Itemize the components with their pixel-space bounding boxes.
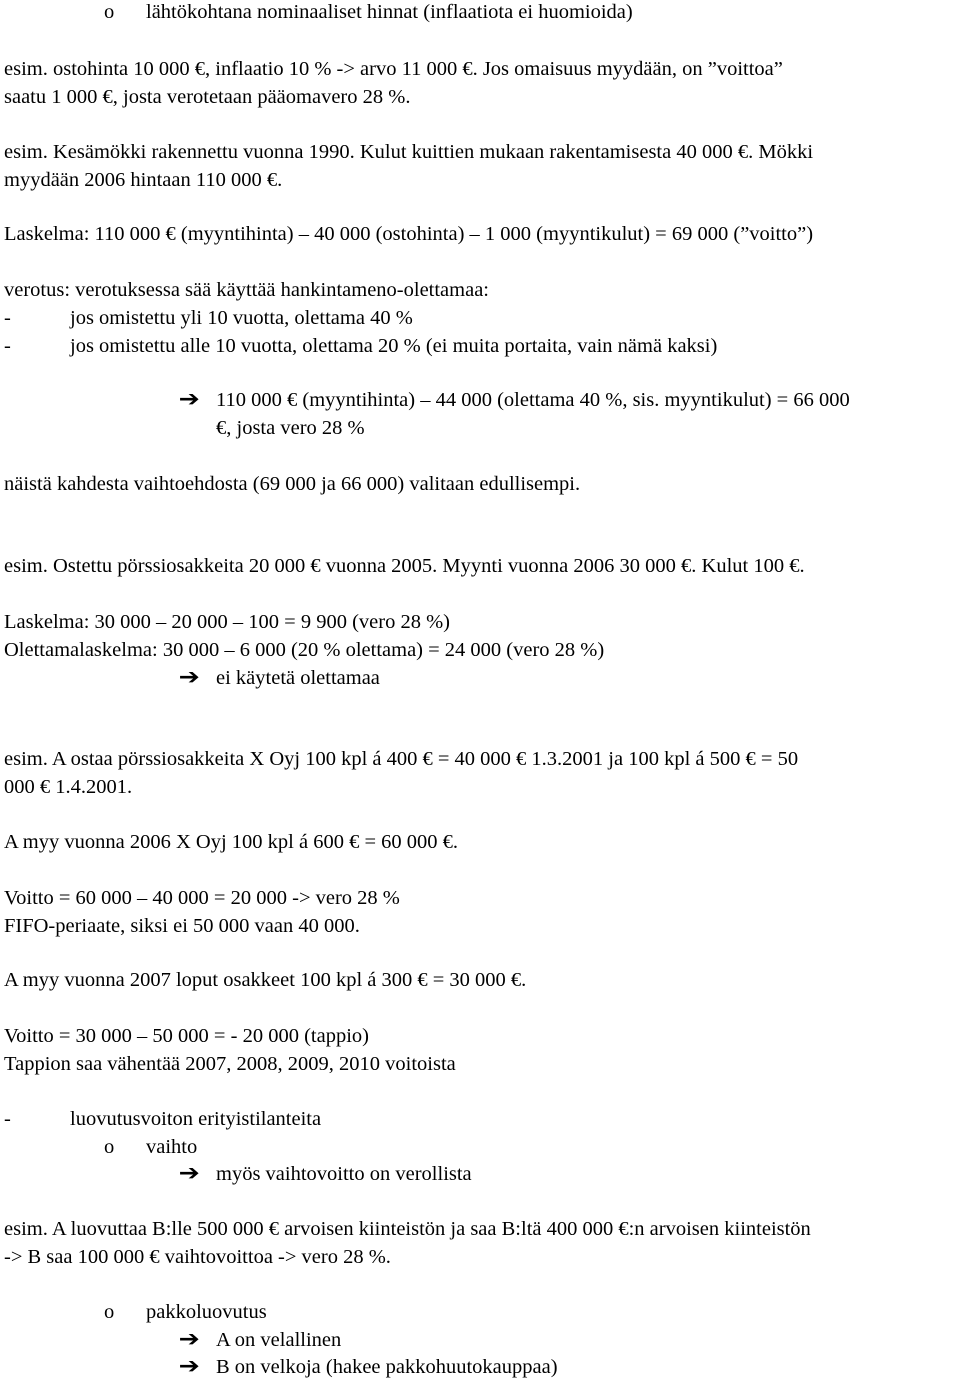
text-line: esim. ostohinta 10 000 €, inflaatio 10 % -> arvo 11 000 €. Jos omaisuus myydään, on ”voittoa” — [4, 58, 783, 80]
text-line: Laskelma: 110 000 € (myyntihinta) – 40 000 (ostohinta) – 1 000 (myyntikulut) = 69 000 (”voitto”) — [4, 223, 814, 245]
dash-bullet: - — [4, 307, 11, 329]
text-line: näistä kahdesta vaihtoehdosta (69 000 ja 66 000) valitaan edullisempi. — [4, 473, 581, 495]
arrow-icon: ➔ — [178, 387, 200, 412]
text-line: A on velallinen — [216, 1329, 342, 1351]
text-line: B on velkoja (hakee pakkohuutokauppaa) — [216, 1356, 558, 1378]
text-line: jos omistettu yli 10 vuotta, olettama 40 % — [70, 307, 413, 329]
text-line: jos omistettu alle 10 vuotta, olettama 20 % (ei muita portaita, vain nämä kaksi) — [70, 335, 718, 357]
text-line: 000 € 1.4.2001. — [4, 776, 133, 798]
text-line: pakkoluovutus — [146, 1301, 267, 1323]
text-line: Voitto = 30 000 – 50 000 = - 20 000 (tappio) — [4, 1025, 369, 1047]
text-line: Olettamalaskelma: 30 000 – 6 000 (20 % olettama) = 24 000 (vero 28 %) — [4, 639, 605, 661]
text-line: Tappion saa vähentää 2007, 2008, 2009, 2010 voitoista — [4, 1053, 456, 1075]
arrow-icon: ➔ — [178, 1354, 200, 1379]
bullet-o: o — [104, 1, 115, 23]
arrow-icon: ➔ — [178, 1327, 200, 1352]
text-line: Voitto = 60 000 – 40 000 = 20 000 -> vero 28 % — [4, 887, 400, 909]
text-line: myydään 2006 hintaan 110 000 €. — [4, 169, 283, 191]
text-line: esim. Kesämökki rakennettu vuonna 1990. Kulut kuittien mukaan rakentamisesta 40 000 €. Mökki — [4, 141, 814, 163]
text-line: esim. Ostettu pörssiosakkeita 20 000 € vuonna 2005. Myynti vuonna 2006 30 000 €. Kulut 100 €. — [4, 555, 805, 577]
arrow-icon: ➔ — [178, 665, 200, 690]
text-line: luovutusvoiton erityistilanteita — [70, 1108, 322, 1130]
text-line: vaihto — [146, 1136, 198, 1158]
dash-bullet: - — [4, 335, 11, 357]
bullet-o: o — [104, 1136, 115, 1158]
text-line: ei käytetä olettamaa — [216, 667, 380, 689]
text-line: FIFO-periaate, siksi ei 50 000 vaan 40 000. — [4, 915, 360, 937]
text-line: A myy vuonna 2007 loput osakkeet 100 kpl á 300 € = 30 000 €. — [4, 969, 527, 991]
dash-bullet: - — [4, 1108, 11, 1130]
text-line: A myy vuonna 2006 X Oyj 100 kpl á 600 € = 60 000 €. — [4, 831, 459, 853]
bullet-o: o — [104, 1301, 115, 1323]
text-line: -> B saa 100 000 € vaihtovoittoa -> vero 28 %. — [4, 1246, 391, 1268]
text-line: Laskelma: 30 000 – 20 000 – 100 = 9 900 (vero 28 %) — [4, 611, 450, 633]
arrow-icon: ➔ — [178, 1161, 200, 1186]
text-line: esim. A ostaa pörssiosakkeita X Oyj 100 kpl á 400 € = 40 000 € 1.3.2001 ja 100 kpl á 500 € = 50 — [4, 748, 799, 770]
text-line: esim. A luovuttaa B:lle 500 000 € arvoisen kiinteistön ja saa B:ltä 400 000 €:n arvoisen kiinteistön — [4, 1218, 811, 1240]
text-line: saatu 1 000 €, josta verotetaan pääomavero 28 %. — [4, 86, 411, 108]
text-line: lähtökohtana nominaaliset hinnat (inflaatiota ei huomioida) — [146, 1, 633, 23]
text-line: verotus: verotuksessa sää käyttää hankintameno-olettamaa: — [4, 279, 489, 301]
text-line: €, josta vero 28 % — [216, 417, 365, 439]
text-line: myös vaihtovoitto on verollista — [216, 1163, 472, 1185]
text-line: 110 000 € (myyntihinta) – 44 000 (olettama 40 %, sis. myyntikulut) = 66 000 — [216, 389, 850, 411]
